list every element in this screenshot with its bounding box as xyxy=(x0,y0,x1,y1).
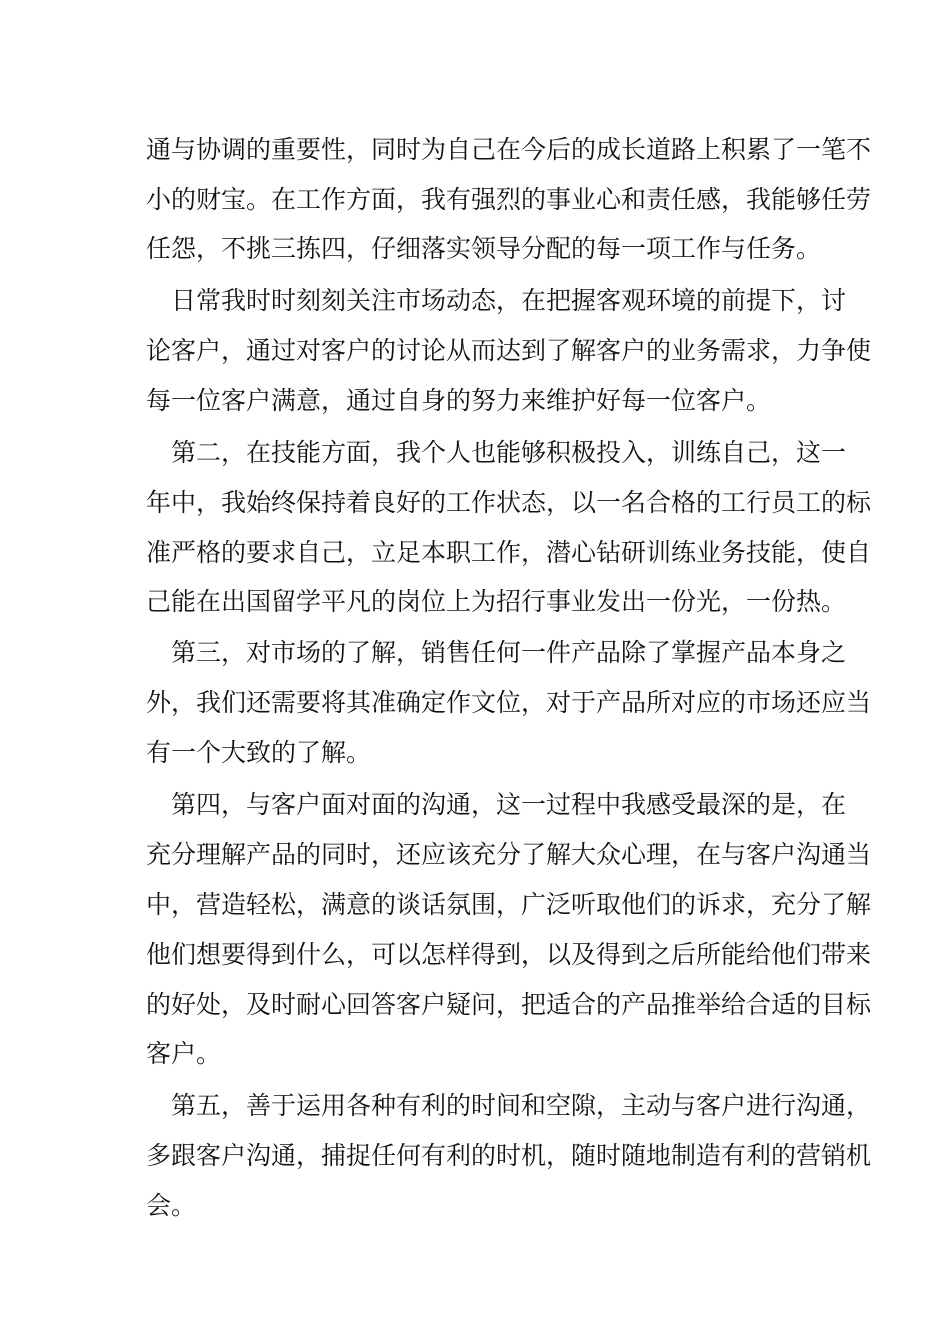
text-line: 准严格的要求自己，立足本职工作，潜心钻研训练业务技能，使自 xyxy=(146,538,872,567)
text-line: 第五，善于运用各种有利的时间和空隙，主动与客户进行沟通， xyxy=(146,1091,872,1120)
text-line: 他们想要得到什么，可以怎样得到，以及得到之后所能给他们带来 xyxy=(146,940,872,969)
text-line: 客户。 xyxy=(146,1039,222,1068)
text-line: 有一个大致的了解。 xyxy=(146,738,372,767)
text-line: 第三，对市场的了解，销售任何一件产品除了掌握产品本身之 xyxy=(146,638,847,667)
text-line: 任怨，不挑三拣四，仔细落实领导分配的每一项工作与任务。 xyxy=(146,234,822,263)
text-line: 会。 xyxy=(146,1191,197,1220)
text-line: 外，我们还需要将其准确定作文位，对于产品所对应的市场还应当 xyxy=(146,688,872,717)
text-line: 年中，我始终保持着良好的工作状态，以一名合格的工行员工的标 xyxy=(146,488,872,517)
text-line: 己能在出国留学平凡的岗位上为招行事业发出一份光，一份热。 xyxy=(146,587,847,616)
text-line: 通与协调的重要性，同时为自己在今后的成长道路上积累了一笔不 xyxy=(146,135,872,164)
text-line: 日常我时时刻刻关注市场动态，在把握客观环境的前提下，讨 xyxy=(146,286,847,315)
text-line: 充分理解产品的同时，还应该充分了解大众心理，在与客户沟通当 xyxy=(146,840,872,869)
text-line: 多跟客户沟通，捕捉任何有利的时机，随时随地制造有利的营销机 xyxy=(146,1141,872,1170)
text-line: 论客户，通过对客户的讨论从而达到了解客户的业务需求，力争使 xyxy=(146,336,872,365)
text-line: 第二，在技能方面，我个人也能够积极投入，训练自己，这一 xyxy=(146,438,847,467)
text-line: 第四，与客户面对面的沟通，这一过程中我感受最深的是，在 xyxy=(146,790,847,819)
text-line: 每一位客户满意，通过自身的努力来维护好每一位客户。 xyxy=(146,386,772,415)
text-line: 小的财宝。在工作方面，我有强烈的事业心和责任感，我能够任劳 xyxy=(146,185,872,214)
text-line: 中，营造轻松，满意的谈话氛围，广泛听取他们的诉求，充分了解 xyxy=(146,890,872,919)
text-line: 的好处，及时耐心回答客户疑问，把适合的产品推举给合适的目标 xyxy=(146,990,872,1019)
